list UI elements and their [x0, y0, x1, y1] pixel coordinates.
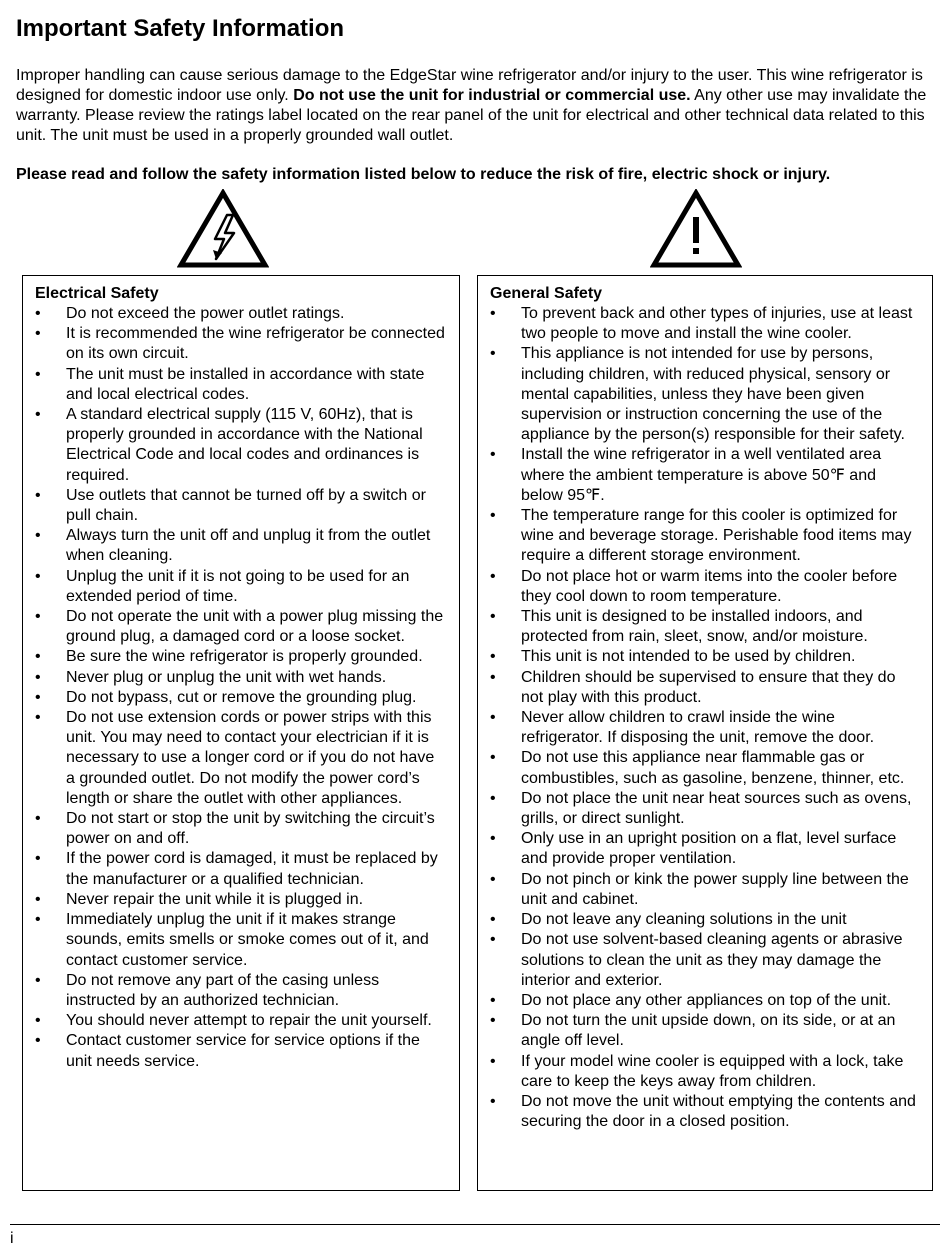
electrical-safety-item: • You should never attempt to repair the unit yourself. [35, 1011, 447, 1031]
electrical-safety-item: • Always turn the unit off and unplug it from the outlet when cleaning. [35, 526, 447, 566]
intro-paragraph [16, 66, 936, 146]
safety-notice: Please read and follow the safety information listed below to reduce the risk of fire, electric shock or injury. [16, 166, 831, 183]
electrical-safety-item: • Contact customer service for service options if the unit needs service. [35, 1031, 447, 1071]
general-safety-item: • Do not use this appliance near flammable gas or combustibles, such as gasoline, benzene, thinner, etc. [490, 748, 920, 788]
general-safety-item: • Do not place any other appliances on top of the unit. [490, 991, 920, 1011]
electrical-safety-item: • It is recommended the wine refrigerator be connected on its own circuit. [35, 324, 447, 364]
electrical-safety-item: • Do not bypass, cut or remove the grounding plug. [35, 688, 447, 708]
electrical-safety-item: • Use outlets that cannot be turned off by a switch or pull chain. [35, 486, 447, 526]
general-safety-item: • Never allow children to crawl inside the wine refrigerator. If disposing the unit, remove the door. [490, 708, 920, 748]
general-safety-box [477, 275, 933, 1191]
electrical-safety-item: • Do not remove any part of the casing unless instructed by an authorized technician. [35, 971, 447, 1011]
general-safety-item: • Only use in an upright position on a flat, level surface and provide proper ventilation. [490, 829, 920, 869]
page-number: i [10, 1230, 14, 1247]
general-safety-item: • If your model wine cooler is equipped with a lock, take care to keep the keys away from children. [490, 1052, 920, 1092]
intro-bold-warning: Do not use the unit for industrial or commercial use. [293, 87, 691, 104]
general-safety-item: • Do not place the unit near heat sources such as ovens, grills, or direct sunlight. [490, 789, 920, 829]
intro-text-cont: Any other use may invalidate the warranty. Please review the ratings label located on the rear panel of the unit for electrical and other technical data related to this unit. The unit must be used in a properly grounded wall outlet. [16, 87, 927, 144]
general-safety-item: • Do not use solvent-based cleaning agents or abrasive solutions to clean the unit as they may damage the interior and exterior. [490, 930, 920, 991]
electrical-safety-item: • Unplug the unit if it is not going to be used for an extended period of time. [35, 567, 447, 607]
footer-divider [10, 1224, 940, 1225]
electric-shock-warning-icon [177, 189, 269, 269]
electrical-safety-item: • The unit must be installed in accordance with state and local electrical codes. [35, 365, 447, 405]
general-safety-heading: General Safety [490, 285, 603, 302]
electrical-safety-item: • Never plug or unplug the unit with wet hands. [35, 668, 447, 688]
general-safety-item: • Do not leave any cleaning solutions in the unit [490, 910, 920, 930]
electrical-safety-item: • A standard electrical supply (115 V, 60Hz), that is properly grounded in accordance with the National Electrical Code and local codes and ordinances is required. [35, 405, 447, 486]
general-safety-item: • This unit is designed to be installed indoors, and protected from rain, sleet, snow, and/or moisture. [490, 607, 920, 647]
general-safety-item: • Do not pinch or kink the power supply line between the unit and cabinet. [490, 870, 920, 910]
general-safety-item: • This unit is not intended to be used by children. [490, 647, 920, 667]
general-safety-item: • To prevent back and other types of injuries, use at least two people to move and install the wine cooler. [490, 304, 920, 344]
electrical-safety-item: • Do not start or stop the unit by switching the circuit’s power on and off. [35, 809, 447, 849]
electrical-safety-item: • If the power cord is damaged, it must be replaced by the manufacturer or a qualified technician. [35, 849, 447, 889]
electrical-safety-item: • Do not exceed the power outlet ratings. [35, 304, 447, 324]
electrical-safety-item: • Do not use extension cords or power strips with this unit. You may need to contact your electrician if it is necessary to use a longer cord or if you do not have a grounded outlet. Do not modify the power cord’s length or share the outlet with other appliances. [35, 708, 447, 809]
general-safety-item: • This appliance is not intended for use by persons, including children, with reduced physical, sensory or mental capabilities, unless they have been given supervision or instruction concerning the use of the appliance by the person(s) responsible for their safety. [490, 344, 920, 445]
electrical-safety-heading: Electrical Safety [35, 285, 159, 302]
page-title: Important Safety Information [16, 15, 345, 42]
general-safety-item: • Do not turn the unit upside down, on its side, or at an angle off level. [490, 1011, 920, 1051]
general-safety-item: • Install the wine refrigerator in a well ventilated area where the ambient temperature is above 50℉ and below 95℉. [490, 445, 920, 506]
electrical-safety-item: • Be sure the wine refrigerator is properly grounded. [35, 647, 447, 667]
electrical-safety-list [35, 304, 447, 1072]
general-safety-item: • Children should be supervised to ensure that they do not play with this product. [490, 668, 920, 708]
electrical-safety-item: • Never repair the unit while it is plugged in. [35, 890, 447, 910]
general-safety-item: • Do not move the unit without emptying the contents and securing the door in a closed position. [490, 1092, 920, 1132]
general-safety-item: • Do not place hot or warm items into the cooler before they cool down to room temperature. [490, 567, 920, 607]
general-safety-item: • The temperature range for this cooler is optimized for wine and beverage storage. Perishable food items may require a different storage environment. [490, 506, 920, 567]
general-safety-list [490, 304, 920, 1132]
electrical-safety-item: • Do not operate the unit with a power plug missing the ground plug, a damaged cord or a loose socket. [35, 607, 447, 647]
electrical-safety-item: • Immediately unplug the unit if it makes strange sounds, emits smells or smoke comes out of it, and contact customer service. [35, 910, 447, 971]
intro-text: Improper handling can cause serious damage to the EdgeStar wine refrigerator and/or injury to the user. This wine refrigerator is designed for domestic indoor use only. [16, 67, 923, 104]
general-warning-icon [650, 189, 742, 269]
electrical-safety-box [22, 275, 460, 1191]
